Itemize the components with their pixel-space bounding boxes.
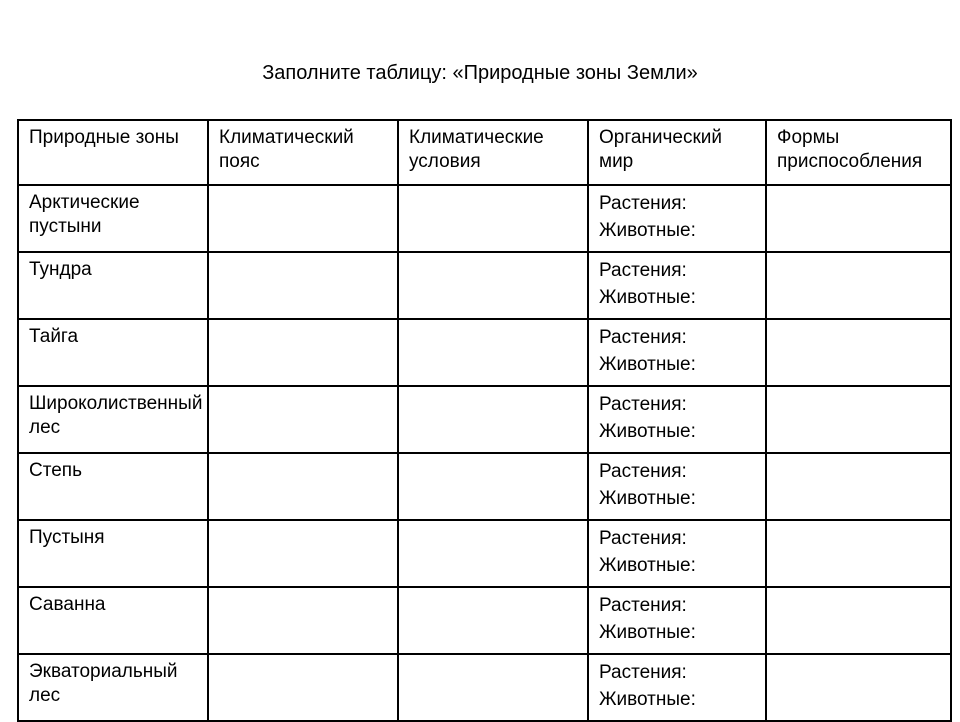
- climate-conditions-cell[interactable]: [398, 386, 588, 453]
- animals-label: Животные:: [599, 354, 696, 375]
- organic-world-cell[interactable]: [588, 587, 766, 654]
- organic-world-cell[interactable]: [588, 319, 766, 386]
- animals-label: Животные:: [599, 287, 696, 308]
- climate-belt-cell[interactable]: [208, 453, 398, 520]
- organic-world-cell[interactable]: [588, 185, 766, 252]
- animals-label: Животные:: [599, 421, 696, 442]
- zone-name-cell: Пустыня: [18, 520, 208, 587]
- zone-name-cell: Степь: [18, 453, 208, 520]
- table-row: [18, 185, 951, 252]
- organic-world-cell[interactable]: [588, 386, 766, 453]
- adaptations-cell[interactable]: [766, 654, 951, 721]
- climate-belt-cell[interactable]: [208, 386, 398, 453]
- zone-name-cell: Тайга: [18, 319, 208, 386]
- animals-label: Животные:: [599, 689, 696, 710]
- plants-label: Растения:: [599, 193, 687, 214]
- animals-label: Животные:: [599, 220, 696, 241]
- climate-conditions-cell[interactable]: [398, 185, 588, 252]
- adaptations-cell[interactable]: [766, 185, 951, 252]
- zone-name-cell: Арктические пустыни: [18, 185, 208, 252]
- zone-name-cell: Широколиственный лес: [18, 386, 208, 453]
- organic-world-cell[interactable]: [588, 520, 766, 587]
- table-row: [18, 520, 951, 587]
- climate-conditions-cell[interactable]: [398, 654, 588, 721]
- header-climate-conditions: Климатические условия: [398, 120, 588, 185]
- climate-conditions-cell[interactable]: [398, 587, 588, 654]
- zone-name-cell: Тундра: [18, 252, 208, 319]
- plants-label: Растения:: [599, 595, 687, 616]
- header-climate-belt: Климатический пояс: [208, 120, 398, 185]
- adaptations-cell[interactable]: [766, 386, 951, 453]
- table-row: [18, 252, 951, 319]
- plants-label: Растения:: [599, 394, 687, 415]
- zone-name-cell: Саванна: [18, 587, 208, 654]
- header-organic-world: Органический мир: [588, 120, 766, 185]
- climate-belt-cell[interactable]: [208, 654, 398, 721]
- table-row: [18, 587, 951, 654]
- table-row: [18, 654, 951, 721]
- climate-belt-cell[interactable]: [208, 587, 398, 654]
- header-natural-zones: Природные зоны: [18, 120, 208, 185]
- adaptations-cell[interactable]: [766, 252, 951, 319]
- adaptations-cell[interactable]: [766, 319, 951, 386]
- plants-label: Растения:: [599, 662, 687, 683]
- plants-label: Растения:: [599, 461, 687, 482]
- header-adaptations: Формы приспособления: [766, 120, 951, 185]
- adaptations-cell[interactable]: [766, 520, 951, 587]
- organic-world-cell[interactable]: [588, 252, 766, 319]
- animals-label: Животные:: [599, 488, 696, 509]
- climate-conditions-cell[interactable]: [398, 520, 588, 587]
- table-header-row: [18, 120, 951, 185]
- organic-world-cell[interactable]: [588, 453, 766, 520]
- page-title: Заполните таблицу: «Природные зоны Земли»: [262, 62, 698, 84]
- table-row: [18, 386, 951, 453]
- plants-label: Растения:: [599, 528, 687, 549]
- climate-belt-cell[interactable]: [208, 252, 398, 319]
- plants-label: Растения:: [599, 260, 687, 281]
- organic-world-cell[interactable]: [588, 654, 766, 721]
- climate-conditions-cell[interactable]: [398, 453, 588, 520]
- climate-conditions-cell[interactable]: [398, 252, 588, 319]
- table-row: [18, 453, 951, 520]
- climate-belt-cell[interactable]: [208, 520, 398, 587]
- adaptations-cell[interactable]: [766, 587, 951, 654]
- zone-name-cell: Экваториальный лес: [18, 654, 208, 721]
- climate-belt-cell[interactable]: [208, 319, 398, 386]
- natural-zones-table: [17, 119, 952, 722]
- animals-label: Животные:: [599, 622, 696, 643]
- adaptations-cell[interactable]: [766, 453, 951, 520]
- animals-label: Животные:: [599, 555, 696, 576]
- climate-belt-cell[interactable]: [208, 185, 398, 252]
- plants-label: Растения:: [599, 327, 687, 348]
- climate-conditions-cell[interactable]: [398, 319, 588, 386]
- table-row: [18, 319, 951, 386]
